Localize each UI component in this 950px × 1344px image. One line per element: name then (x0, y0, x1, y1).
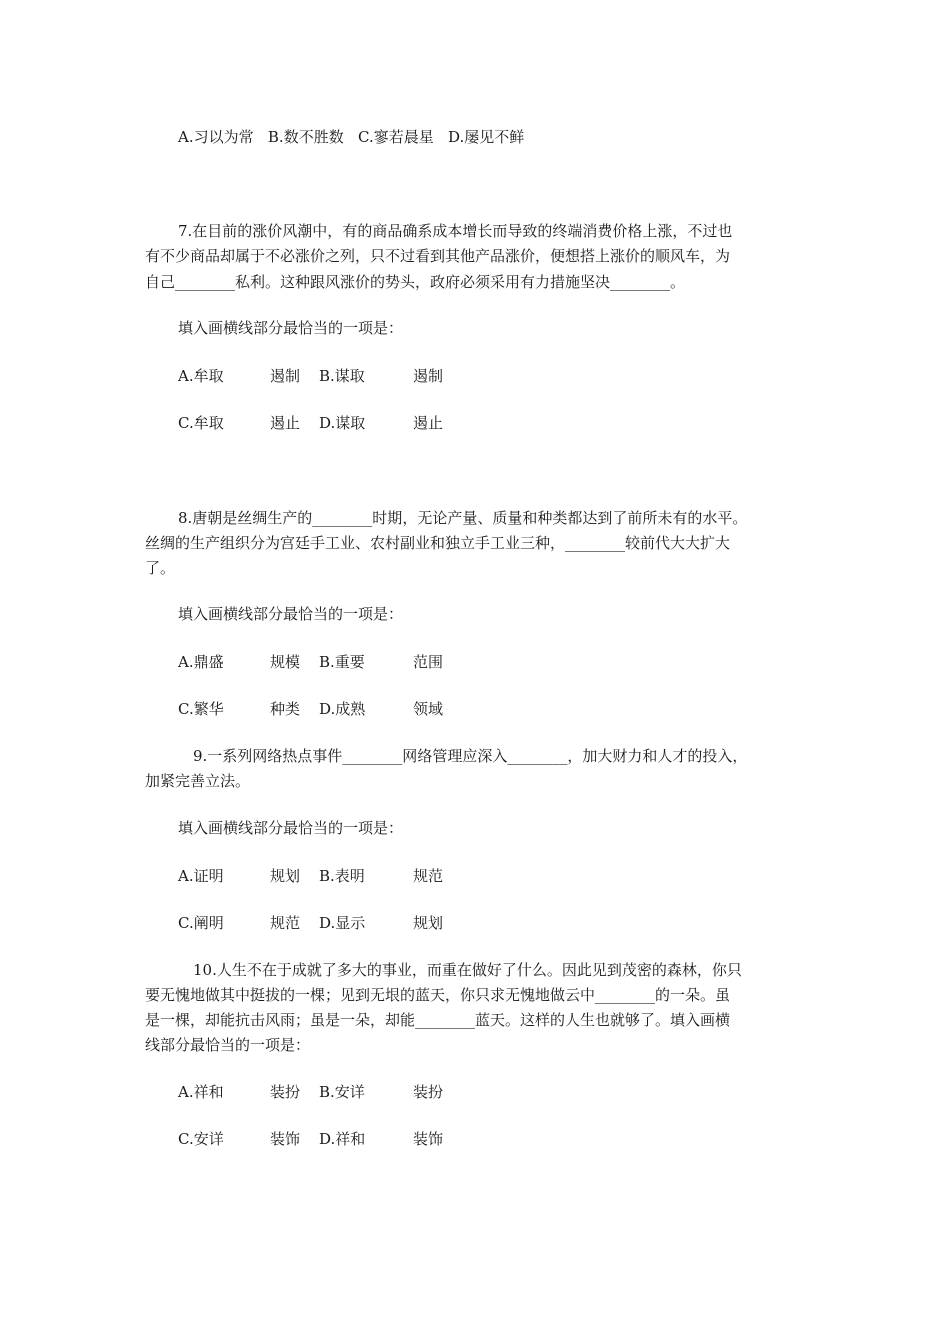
q10-line-1: 10.人生不在于成就了多大的事业，而重在做好了什么。因此见到茂密的森林，你只 (193, 961, 742, 979)
q9-option-c-word2: 规范 (270, 914, 301, 932)
q7-option-b-word1: B.谋取 (319, 367, 365, 385)
q9-option-a-word2: 规划 (270, 867, 301, 885)
q9-prompt: 填入画横线部分最恰当的一项是： (178, 819, 404, 837)
q8-option-b-word1: B.重要 (319, 653, 365, 671)
q7-option-b-word2: 遏制 (413, 367, 444, 385)
q9-line-2: 加紧完善立法。 (145, 772, 251, 790)
q8-option-c-word1: C.繁华 (178, 700, 224, 718)
q7-option-c-word1: C.牟取 (178, 414, 224, 432)
q10-line-3: 是一棵，却能抗击风雨；虽是一朵，却能________蓝天。这样的人生也就够了。填入画横 (145, 1011, 731, 1029)
q9-option-d-word1: D.显示 (319, 914, 366, 932)
q7-option-d-word2: 遏止 (413, 414, 444, 432)
q10-option-a-word1: A.祥和 (178, 1083, 224, 1101)
q7-line-2: 有不少商品却属于不必涨价之列，只不过看到其他产品涨价，便想搭上涨价的顺风车，为 (145, 247, 731, 265)
q9-option-b-word1: B.表明 (319, 867, 365, 885)
q9-option-b-word2: 规范 (413, 867, 444, 885)
q9-option-a-word1: A.证明 (178, 867, 224, 885)
q10-option-b-word1: B.安详 (319, 1083, 365, 1101)
q8-option-c-word2: 种类 (270, 700, 301, 718)
q10-line-4: 线部分最恰当的一项是： (145, 1036, 311, 1054)
q7-prompt: 填入画横线部分最恰当的一项是： (178, 319, 404, 337)
q10-option-c-word1: C.安详 (178, 1130, 224, 1148)
q8-option-a-word1: A.鼎盛 (178, 653, 224, 671)
q8-option-a-word2: 规模 (270, 653, 301, 671)
q10-option-d-word2: 装饰 (413, 1130, 444, 1148)
q7-option-d-word1: D.谋取 (319, 414, 366, 432)
q9-line-1: 9.一系列网络热点事件________网络管理应深入________，加大财力和人才的投入， (193, 747, 748, 765)
q10-line-2: 要无愧地做其中挺拔的一棵；见到无垠的蓝天，你只求无愧地做云中________的一朵。虽 (145, 986, 731, 1004)
q7-option-a-word1: A.牟取 (178, 367, 224, 385)
q10-options-row-2 (178, 1128, 444, 1260)
q10-option-d-word1: D.祥和 (319, 1130, 366, 1148)
q7-option-c-word2: 遏止 (270, 414, 301, 432)
q10-option-a-word2: 装扮 (270, 1083, 301, 1101)
q7-option-a-word2: 遏制 (270, 367, 301, 385)
q8-prompt: 填入画横线部分最恰当的一项是： (178, 605, 404, 623)
q8-option-d-word1: D.成熟 (319, 700, 366, 718)
q10-option-b-word2: 装扮 (413, 1083, 444, 1101)
q9-option-d-word2: 规划 (413, 914, 444, 932)
q9-option-c-word1: C.阐明 (178, 914, 224, 932)
prev-question-options: A.习以为常 B.数不胜数 C.寥若晨星 D.屡见不鲜 (178, 128, 525, 146)
q8-line-1: 8.唐朝是丝绸生产的________时期，无论产量、质量和种类都达到了前所未有的水平。 (178, 509, 748, 527)
q8-option-b-word2: 范围 (413, 653, 444, 671)
q8-line-2: 丝绸的生产组织分为宫廷手工业、农村副业和独立手工业三种，________较前代大大扩大 (145, 534, 731, 552)
q10-option-c-word2: 装饰 (270, 1130, 301, 1148)
q7-line-3: 自己________私利。这种跟风涨价的势头，政府必须采用有力措施坚决________。 (145, 273, 686, 291)
q8-option-d-word2: 领域 (413, 700, 444, 718)
q7-line-1: 7.在目前的涨价风潮中，有的商品确系成本增长而导致的终端消费价格上涨，不过也 (178, 222, 733, 240)
q8-line-3: 了。 (145, 559, 176, 577)
